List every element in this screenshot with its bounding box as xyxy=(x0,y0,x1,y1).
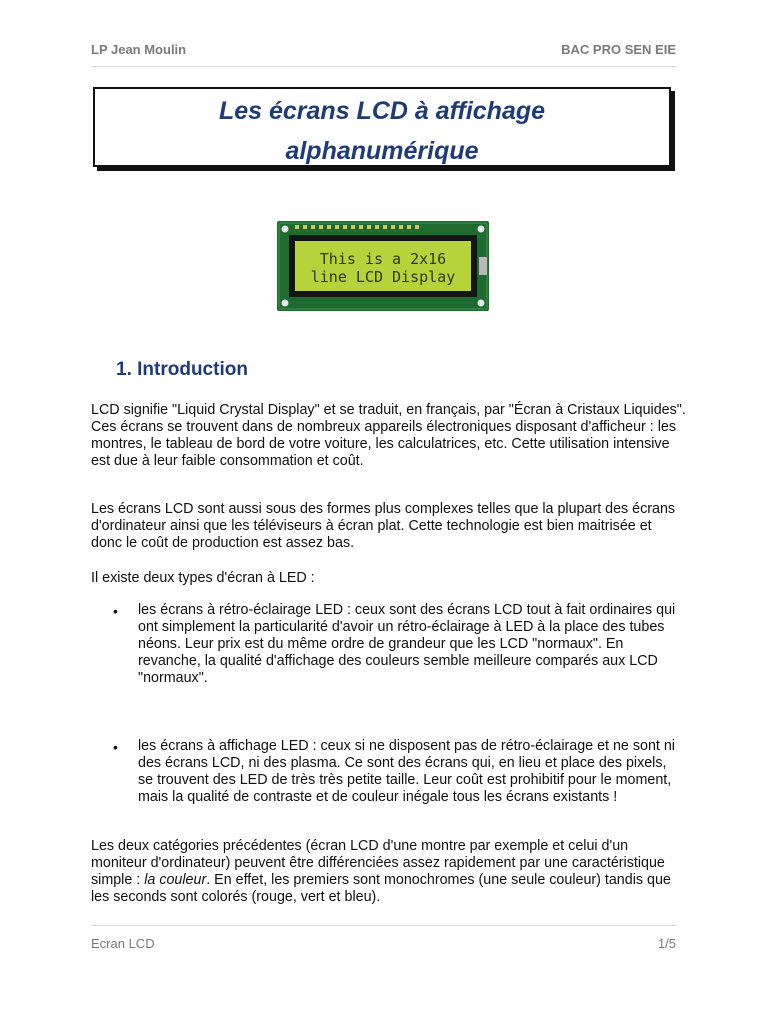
paragraph-2: Les écrans LCD sont aussi sous des formes plus complexes telles que la plupart des écrans d'ordinateur ainsi que les téléviseurs à écran plat. Cette technologie est bien maitrisée et donc le coût de production est assez bas. xyxy=(91,501,676,551)
title-line-1: Les écrans LCD à affichage xyxy=(218,97,546,125)
bullet-marker-1: • xyxy=(113,603,118,619)
page-number: 1/5 xyxy=(657,936,676,951)
footer-title: Ecran LCD xyxy=(91,936,155,951)
bullet-marker-2: • xyxy=(113,739,118,755)
paragraph-4-text-end: . En effet, les premiers sont monochromes (une seule couleur) tandis que les seconds sont colorés (rouge, vert et bleu). xyxy=(91,872,671,905)
bullet-item-1: les écrans à rétro-éclairage LED : ceux sont des écrans LCD tout à fait ordinaires qui ont simplement la particularité d'avoir un rétro-éclairage à LED à la place des tubes néons. Leur prix est du même ordre de grandeur que les LCD "normaux". En revanche, la qualité d'affichage des couleurs semble meilleure comparés aux LCD "normaux". xyxy=(138,602,676,686)
header-course: BAC PRO SEN EIE xyxy=(561,42,676,57)
lcd-text-line-1: This is a 2x16 xyxy=(319,250,447,268)
section-heading-introduction: 1. Introduction xyxy=(116,359,248,380)
header-divider xyxy=(91,66,677,67)
lcd-text-line-2: line LCD Display xyxy=(310,268,456,286)
lcd-module-photo xyxy=(277,221,489,311)
title-line-2: alphanumérique xyxy=(285,137,479,165)
paragraph-4-italic: la couleur xyxy=(144,872,207,888)
footer-divider xyxy=(91,925,677,926)
paragraph-3: Il existe deux types d'écran à LED : xyxy=(91,570,315,586)
title-box xyxy=(93,87,671,167)
header-school: LP Jean Moulin xyxy=(91,42,187,57)
paragraph-1: LCD signifie "Liquid Crystal Display" et se traduit, en français, par "Écran à Cristaux Liquides". Ces écrans se trouvent dans de nombreux appareils électroniques disposant d'afficheur : les montres, le tableau de bord de votre voiture, les calculatrices, etc. Cette utilisation intensive est due à leur faible consommation et coût. xyxy=(91,402,686,469)
paragraph-4 xyxy=(91,838,686,906)
paragraph-4-text-start: Les deux catégories précédentes (écran LCD d'une montre par exemple et celui d'un moniteur d'ordinateur) peuvent être différenciées assez rapidement par une caractéristique simple : xyxy=(91,838,665,888)
bullet-item-2: les écrans à affichage LED : ceux si ne disposent pas de rétro-éclairage et ne sont ni des écrans LCD, ni des plasma. Ce sont des écrans qui, en lieu et place des pixels, se trouvent des LED de très très petite taille. Leur coût est prohibitif pour le moment, mais la qualité de contraste et de couleur inégale tous les écrans existants ! xyxy=(138,738,675,805)
